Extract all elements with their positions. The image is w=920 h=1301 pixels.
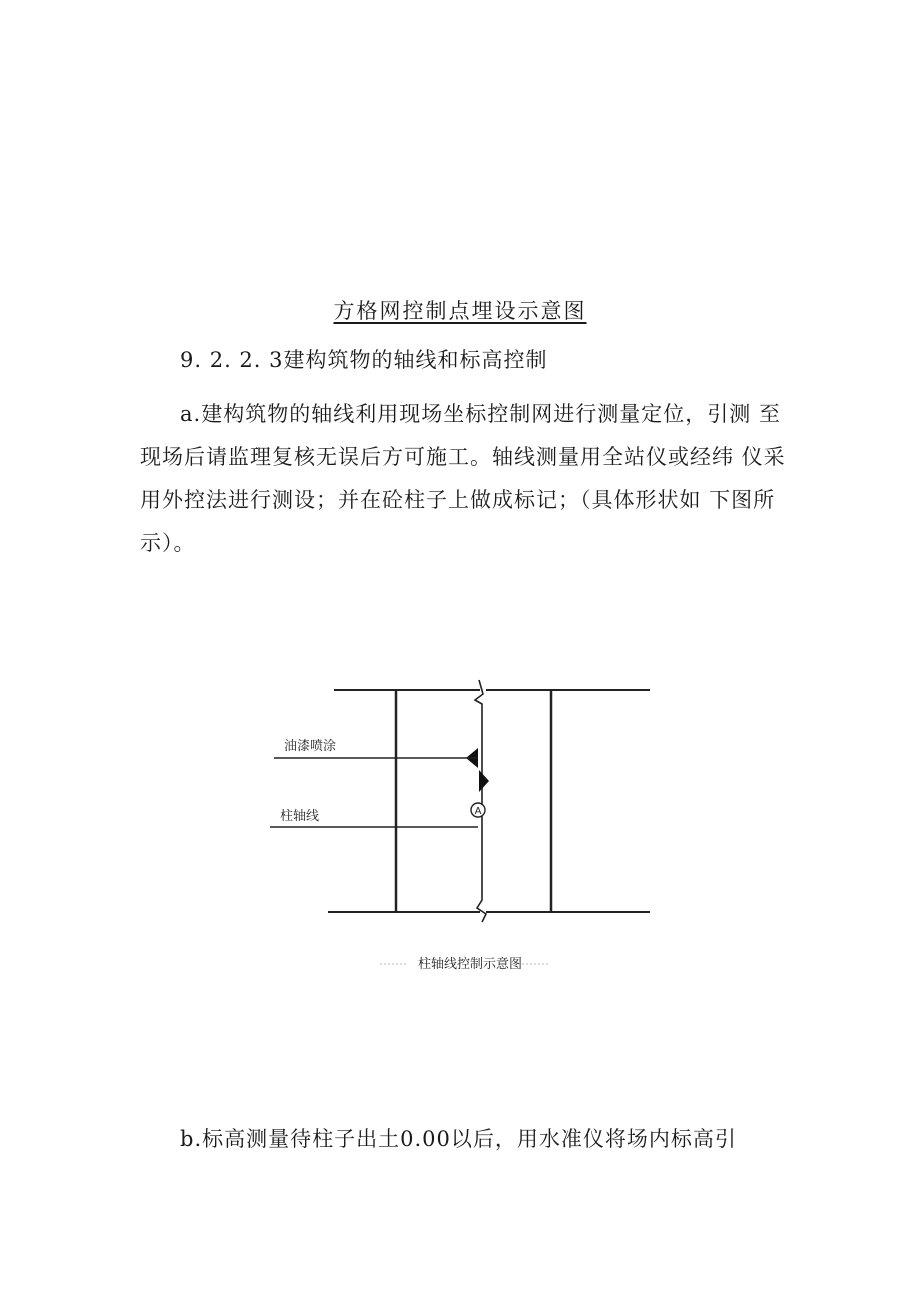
- paragraph-a-line-3: 用外控法进行测设；并在砼柱子上做成标记；（具体形状如 下图所: [140, 488, 776, 512]
- paragraph-a: [140, 393, 790, 565]
- paint-label: 油漆喷涂: [284, 739, 337, 754]
- paragraph-a-line-4: 示）。: [140, 531, 196, 555]
- axis-label: 柱轴线: [280, 809, 320, 824]
- column-axis-diagram: [260, 670, 680, 990]
- paragraph-a-line-1: a.建构筑物的轴线利用现场坐标控制网进行测量定位，引测 至: [180, 402, 781, 426]
- paint-marker-lower: [479, 770, 489, 792]
- break-line: [475, 680, 486, 922]
- diagram-caption: 柱轴线控制示意图: [417, 957, 523, 972]
- axis-marker-label: A: [474, 806, 482, 817]
- paragraph-a-line-2: 现场后请监理复核无误后方可施工。轴线测量用全站仪或经纬 仪采: [140, 445, 786, 469]
- paragraph-b: b.标高测量待柱子出土0.00以后，用水准仪将场内标高引: [180, 1127, 737, 1151]
- section-heading: 9. 2. 2. 3建构筑物的轴线和标高控制: [180, 348, 548, 372]
- top-figure-caption: 方格网控制点埋设示意图: [333, 299, 587, 323]
